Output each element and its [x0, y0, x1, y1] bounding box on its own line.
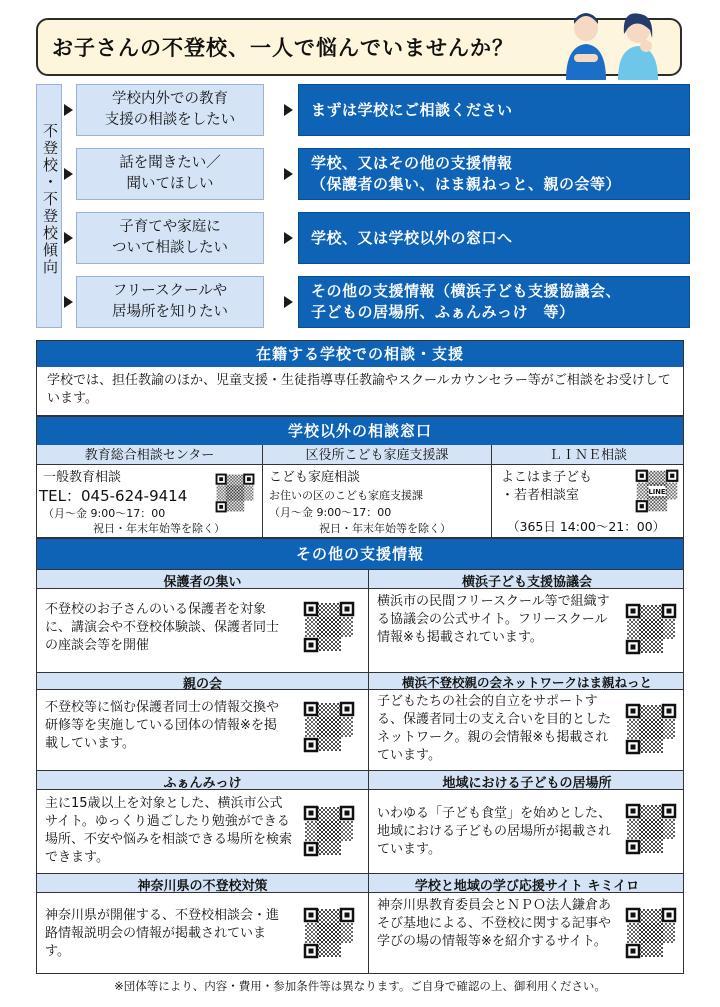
support-item-body: 子どもたちの社会的自立をサポートする、保護者同士の支え合いを目的としたネットワーク。親の会情報※も掲載されています。 [377, 694, 612, 763]
outside-title: 学校以外の相談窓口 [37, 417, 683, 445]
support-item-title: 横浜不登校親の会ネットワークはま親ねっと [401, 675, 652, 690]
school-title: 在籍する学校での相談・支援 [37, 341, 683, 367]
support-item-body: 主に15歳以上を対象とした、横浜市公式サイト。ゆっくり過ごしたり勉強ができる場所、不安や悩みを相談できる場所を検索できます。 [45, 796, 293, 865]
outside-service-name: こども家庭相談 [269, 470, 361, 485]
outside-desc: お住いの区のこども家庭支援課 [269, 489, 423, 502]
flow-question: 子育てや家庭に ついて相談したい [76, 212, 264, 264]
support-item-title: ふぁんみっけ [163, 776, 242, 791]
support-item-body: 横浜市の民間フリースクール等で組織する協議会の公式サイト。フリースクール情報※も掲載されています。 [377, 594, 610, 645]
flow-answer: その他の支援情報（横浜子ども支援協議会、 子どもの居場所、ふぁんみっけ 等） [298, 276, 690, 328]
outside-hours: （月～金 9:00～17：00 [43, 507, 166, 520]
outside-note: 祝日・年末年始等を除く） [319, 522, 451, 535]
page-title: お子さんの不登校、一人で悩んでいませんか？ [52, 36, 514, 60]
outside-section [36, 416, 684, 538]
arrow-right-icon [64, 296, 73, 308]
side-label-box [36, 84, 62, 328]
other-section [36, 538, 684, 974]
qr-code-icon[interactable] [625, 703, 677, 755]
outside-col-header: 教育総合相談センター [84, 448, 215, 463]
arrow-right-icon [284, 104, 293, 116]
qr-code-icon[interactable] [303, 907, 355, 959]
support-item-title: 地域における子どもの居場所 [442, 776, 612, 791]
flow-row [62, 276, 690, 328]
header-banner [36, 18, 682, 76]
qr-code-icon[interactable] [215, 473, 255, 513]
support-item-body: 不登校等に悩む保護者同士の情報交換や研修等を実施している団体の情報※を掲載しています。 [45, 700, 280, 751]
support-item-title: 親の会 [182, 677, 222, 692]
other-title: その他の支援情報 [37, 539, 683, 569]
support-item-title: 神奈川県の不登校対策 [137, 879, 268, 894]
footnote: ※団体等により、内容・費用・参加条件等は異なります。ご自身で確認の上、御利用ください。 [114, 979, 606, 993]
arrow-right-icon [64, 168, 73, 180]
arrow-right-icon [284, 168, 293, 180]
qr-code-icon[interactable] [303, 805, 355, 857]
support-item-title: 保護者の集い [163, 575, 242, 590]
flow-question: 学校内外での教育 支援の相談をしたい [76, 84, 264, 136]
outside-service-name: 一般教育相談 [43, 470, 122, 485]
flow-answer: 学校、又は学校以外の窓口へ [298, 212, 690, 264]
arrow-right-icon [284, 232, 293, 244]
outside-tel: TEL：045-624-9414 [39, 487, 188, 505]
support-item-body: 神奈川県教育委員会とＮＰＯ法人鎌倉あそび基地による、不登校に関する記事や学びの場の情報等※を紹介するサイト。 [377, 898, 612, 949]
flow-answer: 学校、又はその他の支援情報 （保護者の集い、はま親ねっと、親の会等） [298, 148, 690, 200]
qr-code-icon[interactable] [625, 603, 677, 655]
support-item-body: 神奈川県が開催する、不登校相談会・進路情報説明会の情報が掲載されています。 [45, 908, 280, 959]
line-qr-code-icon[interactable] [635, 469, 679, 513]
outside-service-name: よこはま子ども ・若者相談室 [501, 470, 593, 503]
school-body: 学校では、担任教諭のほか、児童支援・生徒指導専任教諭やスクールカウンセラー等がご相談をお受けしています。 [47, 373, 671, 406]
flow-row [62, 212, 690, 264]
outside-hours: （365日 14:00～21：00） [507, 519, 666, 534]
outside-hours: （月～金 9:00～17：00 [269, 506, 392, 519]
outside-note: 祝日・年末年始等を除く） [93, 522, 225, 535]
flow-question: フリースクールや 居場所を知りたい [76, 276, 264, 328]
side-label: 不登校・不登校傾向 [41, 123, 59, 276]
line-label: LINE [648, 487, 666, 496]
qr-code-icon[interactable] [625, 803, 677, 855]
qr-code-icon[interactable] [625, 907, 677, 959]
worried-people-illustration [554, 8, 672, 80]
arrow-right-icon [284, 296, 293, 308]
arrow-right-icon [64, 232, 73, 244]
flow-question: 話を聞きたい／ 聞いてほしい [76, 148, 264, 200]
school-section [36, 340, 684, 416]
support-item-body: 不登校のお子さんのいる保護者を対象に、講演会や不登校体験談、保護者同士の座談会等を開催 [45, 602, 280, 653]
arrow-right-icon [64, 104, 73, 116]
flow-row [62, 148, 690, 200]
outside-col-header: 区役所こども家庭支援課 [305, 448, 449, 463]
support-item-title: 学校と地域の学び応援サイト キミイロ [414, 879, 640, 894]
qr-code-icon[interactable] [303, 701, 355, 753]
flow-answer: まずは学校にご相談ください [298, 84, 690, 136]
flow-row [62, 84, 690, 136]
support-item-title: 横浜子ども支援協議会 [461, 575, 592, 590]
outside-col-header: ＬＩＮＥ相談 [548, 448, 627, 463]
qr-code-icon[interactable] [303, 601, 355, 653]
support-item-body: いわゆる「子ども食堂」を始めとした、地域における子どもの居場所が掲載されています。 [377, 806, 612, 857]
